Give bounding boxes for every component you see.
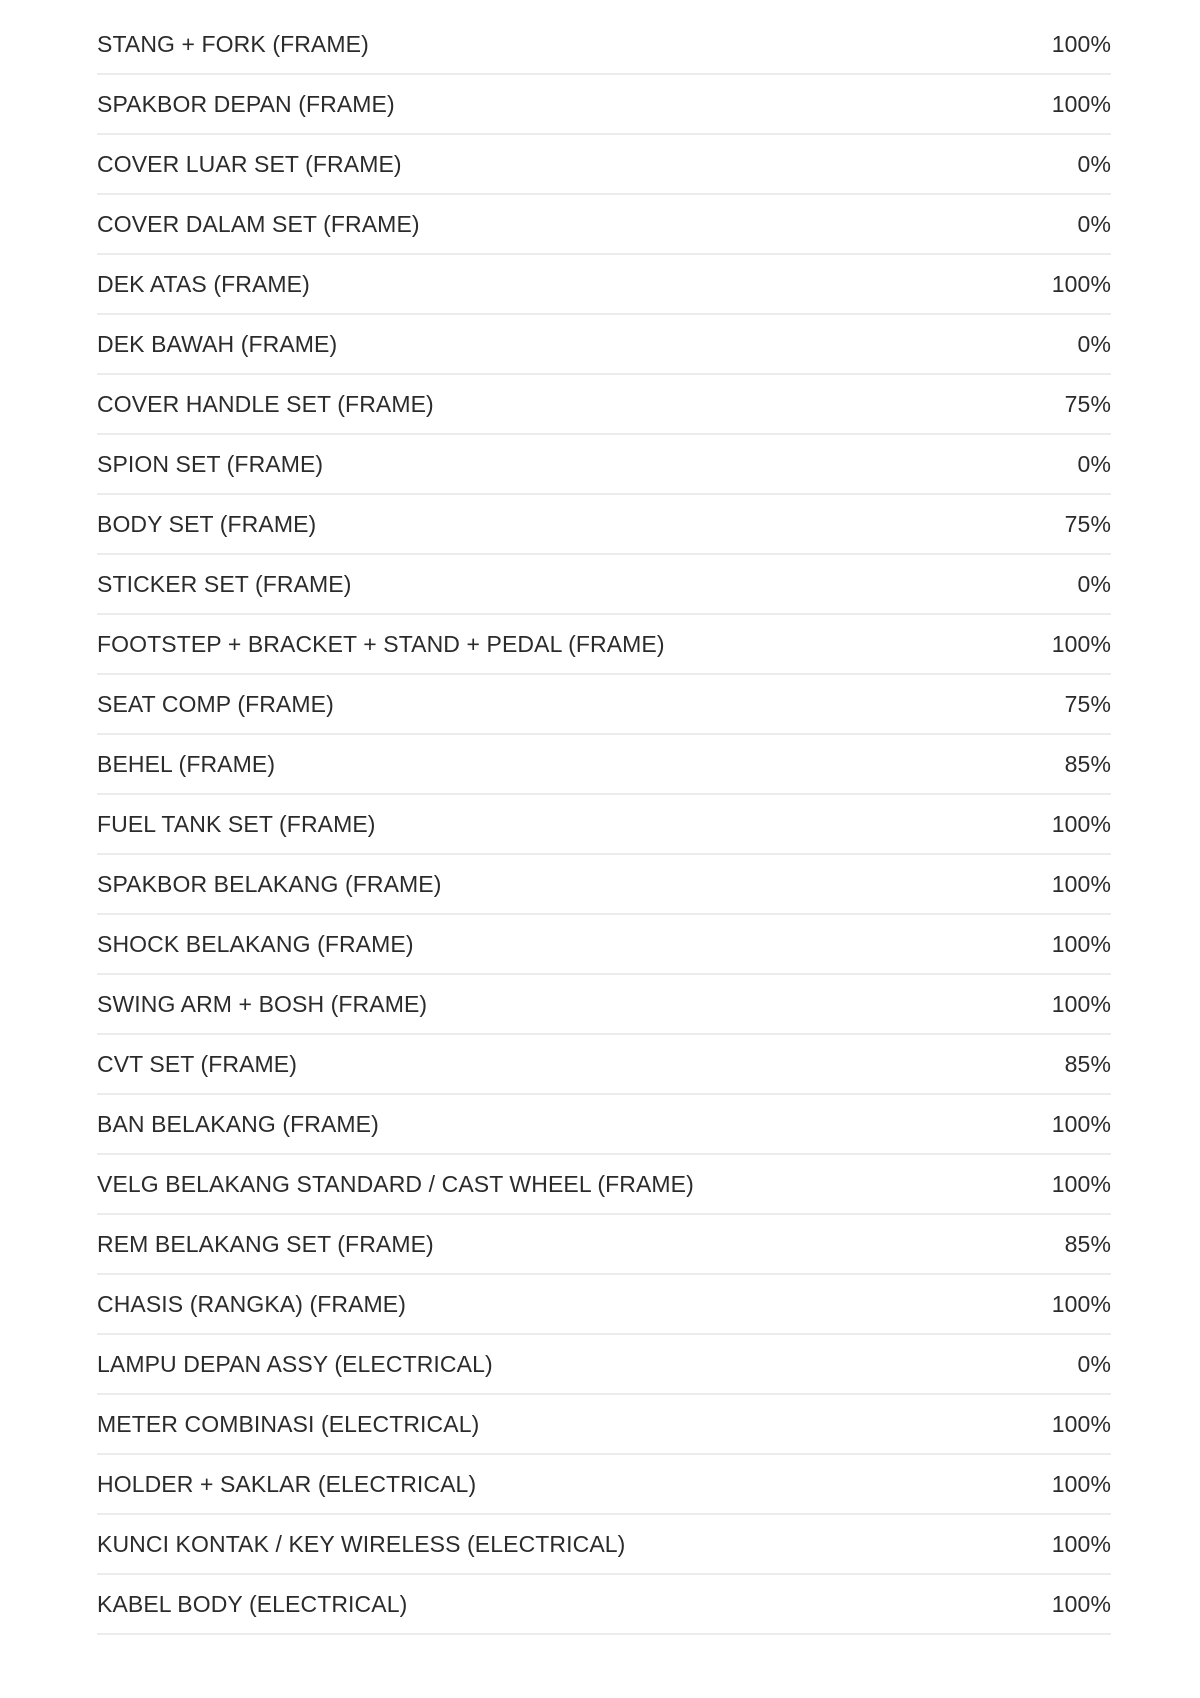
list-item bbox=[97, 1095, 1111, 1155]
item-label: SPAKBOR DEPAN (FRAME) bbox=[97, 90, 395, 117]
list-item bbox=[97, 735, 1111, 795]
list-item bbox=[97, 1575, 1111, 1635]
item-percentage: 85% bbox=[1064, 1230, 1111, 1257]
list-item bbox=[97, 1455, 1111, 1515]
item-percentage: 75% bbox=[1064, 510, 1111, 537]
item-label: KUNCI KONTAK / KEY WIRELESS (ELECTRICAL) bbox=[97, 1530, 626, 1557]
inspection-list bbox=[97, 15, 1111, 1635]
item-percentage: 100% bbox=[1051, 630, 1111, 657]
list-item bbox=[97, 1395, 1111, 1455]
item-label: REM BELAKANG SET (FRAME) bbox=[97, 1230, 434, 1257]
item-percentage: 0% bbox=[1077, 150, 1111, 177]
list-item bbox=[97, 75, 1111, 135]
item-label: BEHEL (FRAME) bbox=[97, 750, 276, 777]
list-item bbox=[97, 1335, 1111, 1395]
list-item bbox=[97, 1515, 1111, 1575]
item-percentage: 100% bbox=[1051, 870, 1111, 897]
item-label: CVT SET (FRAME) bbox=[97, 1050, 297, 1077]
item-percentage: 0% bbox=[1077, 210, 1111, 237]
item-label: SWING ARM + BOSH (FRAME) bbox=[97, 990, 428, 1017]
item-label: SPION SET (FRAME) bbox=[97, 450, 324, 477]
list-item bbox=[97, 1155, 1111, 1215]
item-percentage: 100% bbox=[1051, 30, 1111, 57]
item-percentage: 100% bbox=[1051, 810, 1111, 837]
item-label: HOLDER + SAKLAR (ELECTRICAL) bbox=[97, 1470, 477, 1497]
item-percentage: 100% bbox=[1051, 1110, 1111, 1137]
item-label: METER COMBINASI (ELECTRICAL) bbox=[97, 1410, 480, 1437]
item-label: DEK ATAS (FRAME) bbox=[97, 270, 310, 297]
item-label: VELG BELAKANG STANDARD / CAST WHEEL (FRAME) bbox=[97, 1170, 694, 1197]
item-percentage: 100% bbox=[1051, 1590, 1111, 1617]
list-item bbox=[97, 855, 1111, 915]
list-item bbox=[97, 135, 1111, 195]
item-percentage: 100% bbox=[1051, 1170, 1111, 1197]
list-item bbox=[97, 615, 1111, 675]
item-label: COVER DALAM SET (FRAME) bbox=[97, 210, 420, 237]
item-percentage: 85% bbox=[1064, 750, 1111, 777]
item-percentage: 100% bbox=[1051, 990, 1111, 1017]
list-item bbox=[97, 375, 1111, 435]
item-label: FUEL TANK SET (FRAME) bbox=[97, 810, 376, 837]
item-percentage: 100% bbox=[1051, 1470, 1111, 1497]
item-percentage: 0% bbox=[1077, 570, 1111, 597]
item-label: STANG + FORK (FRAME) bbox=[97, 30, 369, 57]
item-label: FOOTSTEP + BRACKET + STAND + PEDAL (FRAME) bbox=[97, 630, 665, 657]
item-percentage: 85% bbox=[1064, 1050, 1111, 1077]
list-item bbox=[97, 975, 1111, 1035]
item-label: STICKER SET (FRAME) bbox=[97, 570, 352, 597]
item-label: SHOCK BELAKANG (FRAME) bbox=[97, 930, 414, 957]
list-item bbox=[97, 435, 1111, 495]
item-percentage: 0% bbox=[1077, 450, 1111, 477]
list-item bbox=[97, 1215, 1111, 1275]
item-percentage: 0% bbox=[1077, 330, 1111, 357]
item-label: CHASIS (RANGKA) (FRAME) bbox=[97, 1290, 406, 1317]
list-item bbox=[97, 915, 1111, 975]
item-label: DEK BAWAH (FRAME) bbox=[97, 330, 338, 357]
item-label: LAMPU DEPAN ASSY (ELECTRICAL) bbox=[97, 1350, 493, 1377]
item-percentage: 75% bbox=[1064, 390, 1111, 417]
list-item bbox=[97, 795, 1111, 855]
item-label: KABEL BODY (ELECTRICAL) bbox=[97, 1590, 408, 1617]
list-item bbox=[97, 195, 1111, 255]
item-label: SPAKBOR BELAKANG (FRAME) bbox=[97, 870, 442, 897]
list-item bbox=[97, 255, 1111, 315]
item-percentage: 100% bbox=[1051, 90, 1111, 117]
item-label: BAN BELAKANG (FRAME) bbox=[97, 1110, 379, 1137]
list-item bbox=[97, 555, 1111, 615]
list-item bbox=[97, 495, 1111, 555]
item-percentage: 100% bbox=[1051, 1290, 1111, 1317]
item-percentage: 100% bbox=[1051, 1530, 1111, 1557]
list-item bbox=[97, 1275, 1111, 1335]
item-label: COVER LUAR SET (FRAME) bbox=[97, 150, 402, 177]
item-label: BODY SET (FRAME) bbox=[97, 510, 317, 537]
item-percentage: 100% bbox=[1051, 930, 1111, 957]
item-percentage: 100% bbox=[1051, 1410, 1111, 1437]
list-item bbox=[97, 15, 1111, 75]
item-percentage: 0% bbox=[1077, 1350, 1111, 1377]
list-item bbox=[97, 1035, 1111, 1095]
item-percentage: 75% bbox=[1064, 690, 1111, 717]
list-item bbox=[97, 315, 1111, 375]
item-percentage: 100% bbox=[1051, 270, 1111, 297]
item-label: COVER HANDLE SET (FRAME) bbox=[97, 390, 434, 417]
item-label: SEAT COMP (FRAME) bbox=[97, 690, 334, 717]
list-item bbox=[97, 675, 1111, 735]
